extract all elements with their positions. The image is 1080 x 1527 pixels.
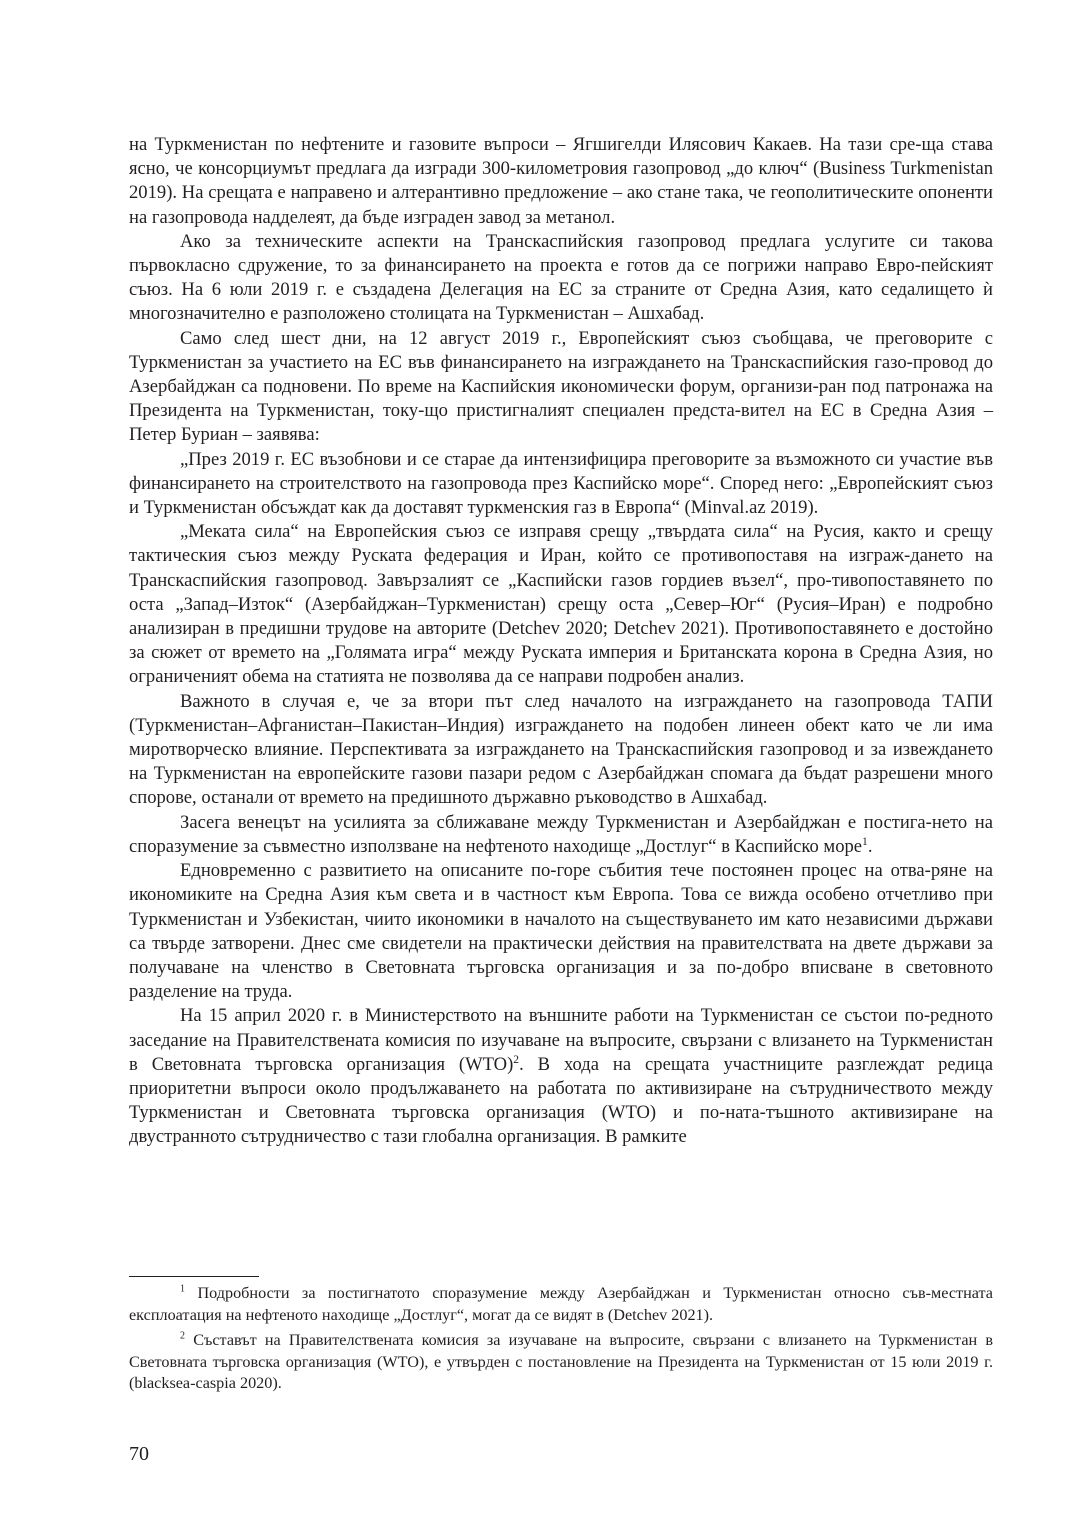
body-paragraph xyxy=(129,448,993,521)
paragraph-text: „През 2019 г. ЕС възобнови и се старае да интензифицира преговорите за възможното си участие във финансирането на строителството на газопровода през Каспийско море“. Според него: „Европейският съюз и Туркменистан обсъждат как да доставят туркменския газ в Европа“ (Minval.az 2019). xyxy=(129,448,993,519)
paragraph-text: . xyxy=(867,835,873,857)
paragraph-text: Само след шест дни, на 12 август 2019 г., Европейският съюз съобщава, че преговорите с Туркменистан за участието на ЕС във финансирането на изграждането на Транскаспийския газо-провод до Азербайджан са подновени. По време на Каспийския икономически форум, организи-ран под патронажа на Президента на Туркменистан, току-що пристигналият специален предста-вител на ЕС в Средна Азия – Петер Буриан – заявява: xyxy=(129,327,993,446)
footnote xyxy=(129,1283,993,1326)
paragraph-text: . В хода на срещата участниците разглеждат редица приоритетни въпроси около продължаването на работата по активизиране на сътрудничеството между Туркменистан и Световната търговска организация (WTO) и по-ната-тъшното активизиране на двустранното сътрудничество с тази глобална организация. В рамките xyxy=(129,1053,993,1148)
body-paragraph xyxy=(129,327,993,448)
footnote-reference: 1 xyxy=(862,835,868,848)
body-paragraph xyxy=(129,230,993,327)
body-paragraph xyxy=(129,859,993,1004)
footnote xyxy=(129,1330,993,1395)
paragraph-text: на Туркменистан по нефтените и газовите въпроси – Ягшигелди Илясович Какаев. На тази сре-ща става ясно, че консорциумът предлага да изгради 300-километровия газопровод „до ключ“ (Business Turkmenistan 2019). На срещата е направено и алтерантивно предложение – ако стане така, че геополитическите опоненти на газопровода надделеят, да бъде изграден завод за метанол. xyxy=(129,134,993,228)
body-paragraph xyxy=(129,690,993,811)
paragraph-text: „Меката сила“ на Европейския съюз се изправя срещу „твърдата сила“ на Русия, както и срещу тактическия съюз между Руската федерация и Иран, който се противопоставя на изграж-дането на Транскаспийския газопровод. Завързалият се „Каспийски газов гордиев възел“, про-тивопоставянето по оста „Запад–Изток“ (Азербайджан–Туркменистан) срещу оста „Север–Юг“ (Русия–Иран) е подробно анализиран в предишни трудове на авторите (Detchev 2020; Detchev 2021). Противопоставянето е достойно за сюжет от времето на „Голямата игра“ между Руската империя и Британската корона в Средна Азия, но ограниченият обема на статията не позволява да се направи подробен анализ. xyxy=(129,521,993,688)
footnote-text: Подробности за постигнатото споразумение между Азербайджан и Туркменистан относно съв-местната експлоатация на нефтеното находище „Достлуг“, могат да се видят в (Detchev 2021). xyxy=(129,1284,993,1324)
body-text xyxy=(129,133,993,1150)
body-paragraph xyxy=(129,133,993,230)
footnote-text: Съставът на Правителствената комисия за изучаване на въпросите, свързани с влизането на Туркменистан в Световната търговска организация (WTO), е утвърден с постановление на Президента на Туркменистан от 15 юли 2019 г. (blacksea-caspia 2020). xyxy=(129,1331,993,1393)
page-number: 70 xyxy=(129,1443,149,1465)
paragraph-text: Засега венецът на усилията за сближаване между Туркменистан и Азербайджан е постига-нето на споразумение за съвместно използване на нефтеното находище „Достлуг“ в Каспийско море xyxy=(129,811,993,857)
footnotes xyxy=(129,1283,993,1399)
body-paragraph xyxy=(129,811,993,859)
footnote-reference: 2 xyxy=(513,1053,520,1066)
paragraph-text: На 15 април 2020 г. в Министерството на външните работи на Туркменистан се състои по-редното заседание на Правителствената комисия по изучаване на въпросите, свързани с влизането на Туркменистан в Световната търговска организация (WTO) xyxy=(129,1005,993,1075)
paragraph-text: Едновременно с развитието на описаните по-горе събития тече постоянен процес на отва-ряне на икономиките на Средна Азия към света и в частност към Европа. Това се вижда особено отчетливо при Туркменистан и Узбекистан, чиито икономики в началото на съществуването им като независими държави са твърде затворени. Днес сме свидетели на практически действия на правителствата на двете държави за получаване на членство в Световната търговска организация и за по-добро вписване в световното разделение на труда. xyxy=(129,860,993,1003)
paragraph-text: Ако за техническите аспекти на Транскаспийския газопровод предлага услугите си такова първокласно сдружение, то за финансирането на проекта е готов да се погрижи направо Евро-пейският съюз. На 6 юли 2019 г. е създадена Делегация на ЕС за страните от Средна Азия, като седалището ѝ многозначително е разположено столицата на Туркменистан – Ашхабад. xyxy=(129,230,993,325)
body-paragraph xyxy=(129,1004,993,1149)
paragraph-text: Важното в случая е, че за втори път след началото на изграждането на газопровода ТАПИ (Туркменистан–Афганистан–Пакистан–Индия) изграждането на подобен линеен обект като че ли има миротворческо влияние. Перспективата за изграждането на Транскаспийския газопровод и за извеждането на Туркменистан на европейските газови пазари редом с Азербайджан спомага да бъдат разрешени много спорове, останали от времето на предишното държавно ръководство в Ашхабад. xyxy=(129,690,993,809)
footnote-marker: 2 xyxy=(180,1330,186,1342)
footnote-separator xyxy=(129,1276,259,1277)
body-paragraph xyxy=(129,520,993,689)
footnote-marker: 1 xyxy=(180,1283,186,1295)
